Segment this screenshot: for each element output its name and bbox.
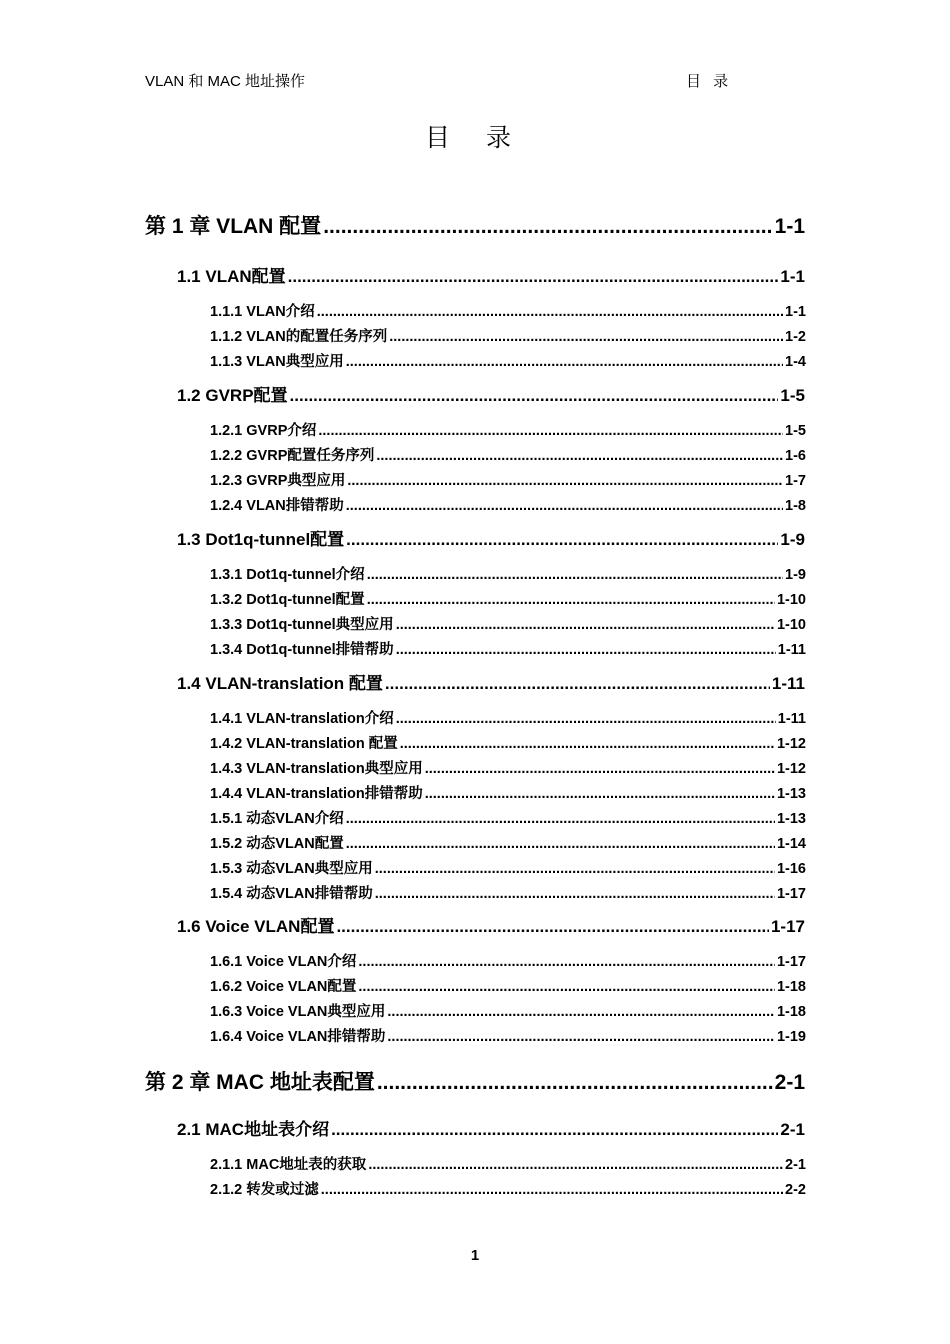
toc-entry-page: 1-9 bbox=[780, 530, 805, 549]
toc-entry-page: 1-12 bbox=[776, 761, 806, 777]
toc-dot-leader bbox=[290, 386, 779, 406]
toc-dot-leader bbox=[346, 354, 783, 370]
toc-dot-leader bbox=[323, 215, 772, 239]
toc-entry-label: 1.6.2 Voice VLAN配置 bbox=[210, 979, 357, 995]
toc-entry-label: 1.1.1 VLAN介绍 bbox=[210, 304, 315, 320]
toc-entry-page: 1-7 bbox=[785, 473, 806, 489]
toc-entry-page: 1-1 bbox=[774, 215, 805, 238]
running-header-title: VLAN 和 MAC 地址操作 bbox=[145, 73, 306, 90]
toc-entry-label: 2.1 MAC地址表介绍 bbox=[177, 1120, 330, 1139]
toc-entry[interactable] bbox=[210, 832, 806, 853]
toc-entry-page: 2-1 bbox=[774, 1071, 805, 1094]
toc-entry[interactable] bbox=[210, 325, 806, 346]
toc-dot-leader bbox=[336, 917, 769, 937]
toc-entry-page: 1-4 bbox=[785, 354, 806, 370]
toc-entry[interactable] bbox=[210, 563, 806, 584]
toc-entry-page: 1-5 bbox=[785, 423, 806, 439]
toc-entry-label: 1.4.3 VLAN-translation典型应用 bbox=[210, 761, 423, 777]
toc-dot-leader bbox=[377, 1071, 773, 1095]
toc-entry-page: 2-1 bbox=[780, 1120, 805, 1139]
toc-entry[interactable] bbox=[177, 262, 805, 287]
toc-dot-leader bbox=[387, 1004, 775, 1020]
toc-dot-leader bbox=[367, 567, 783, 583]
toc-entry-label: 1.2.4 VLAN排错帮助 bbox=[210, 498, 344, 514]
toc-entry[interactable] bbox=[210, 350, 806, 371]
toc-entry[interactable] bbox=[177, 381, 805, 406]
toc-dot-leader bbox=[358, 954, 775, 970]
toc-entry[interactable] bbox=[210, 494, 806, 515]
toc-entry-label: 第 1 章 VLAN 配置 bbox=[145, 215, 322, 238]
toc-entry-label: 1.3.2 Dot1q-tunnel配置 bbox=[210, 592, 365, 608]
toc-entry[interactable] bbox=[210, 732, 806, 753]
toc-dot-leader bbox=[346, 530, 778, 550]
toc-entry-page: 1-10 bbox=[776, 592, 806, 608]
toc-dot-leader bbox=[367, 592, 775, 608]
toc-entry[interactable] bbox=[210, 419, 806, 440]
toc-entry[interactable] bbox=[210, 782, 806, 803]
toc-entry-page: 1-17 bbox=[776, 886, 806, 902]
toc-entry[interactable] bbox=[210, 588, 806, 609]
toc-entry-page: 1-5 bbox=[780, 386, 805, 405]
toc-entry[interactable] bbox=[210, 1000, 806, 1021]
toc-entry-page: 1-1 bbox=[780, 267, 805, 286]
toc-entry-label: 1.3.3 Dot1q-tunnel典型应用 bbox=[210, 617, 394, 633]
toc-entry-page: 1-13 bbox=[776, 786, 806, 802]
toc-entry-page: 1-12 bbox=[776, 736, 806, 752]
toc-entry-label: 1.3.1 Dot1q-tunnel介绍 bbox=[210, 567, 365, 583]
toc-entry-page: 1-1 bbox=[785, 304, 806, 320]
toc-entry[interactable] bbox=[177, 1115, 805, 1140]
toc-entry-label: 1.6 Voice VLAN配置 bbox=[177, 917, 335, 936]
toc-entry[interactable] bbox=[210, 807, 806, 828]
toc-entry[interactable] bbox=[210, 469, 806, 490]
toc-entry[interactable] bbox=[210, 1025, 806, 1046]
toc-dot-leader bbox=[368, 1157, 783, 1173]
toc-entry-label: 1.2.2 GVRP配置任务序列 bbox=[210, 448, 375, 464]
toc-entry[interactable] bbox=[210, 757, 806, 778]
toc-entry-label: 1.2 GVRP配置 bbox=[177, 386, 288, 405]
toc-entry-label: 1.1.2 VLAN的配置任务序列 bbox=[210, 329, 388, 345]
toc-entry-label: 2.1.1 MAC地址表的获取 bbox=[210, 1157, 367, 1173]
toc-entry-label: 1.4 VLAN-translation 配置 bbox=[177, 674, 383, 693]
toc-entry-label: 1.4.4 VLAN-translation排错帮助 bbox=[210, 786, 423, 802]
running-header-section: 目 录 bbox=[686, 73, 733, 90]
toc-entry-label: 1.5.3 动态VLAN典型应用 bbox=[210, 861, 373, 877]
toc-dot-leader bbox=[396, 642, 776, 658]
toc-entry-page: 1-19 bbox=[776, 1029, 806, 1045]
toc-entry-label: 1.5.2 动态VLAN配置 bbox=[210, 836, 344, 852]
toc-entry-label: 1.3 Dot1q-tunnel配置 bbox=[177, 530, 345, 549]
toc-entry[interactable] bbox=[210, 638, 806, 659]
toc-entry-page: 1-11 bbox=[777, 642, 806, 658]
toc-dot-leader bbox=[385, 674, 770, 694]
toc-entry-label: 第 2 章 MAC 地址表配置 bbox=[145, 1071, 375, 1094]
toc-entry-page: 1-6 bbox=[785, 448, 806, 464]
toc-entry-page: 1-17 bbox=[776, 954, 806, 970]
toc-entry-page: 1-11 bbox=[771, 674, 805, 693]
toc-dot-leader bbox=[396, 617, 775, 633]
toc-entry-page: 1-2 bbox=[785, 329, 806, 345]
toc-dot-leader bbox=[387, 1029, 775, 1045]
toc-dot-leader bbox=[425, 786, 775, 802]
toc-entry[interactable] bbox=[210, 444, 806, 465]
toc-entry-label: 1.1.3 VLAN典型应用 bbox=[210, 354, 344, 370]
toc-dot-leader bbox=[321, 1182, 783, 1198]
toc-entry-label: 1.4.2 VLAN-translation 配置 bbox=[210, 736, 398, 752]
page-number: 1 bbox=[470, 1247, 480, 1264]
toc-dot-leader bbox=[288, 267, 779, 287]
toc-dot-leader bbox=[425, 761, 775, 777]
toc-dot-leader bbox=[317, 304, 783, 320]
toc-entry[interactable] bbox=[210, 300, 806, 321]
toc-entry-label: 1.4.1 VLAN-translation介绍 bbox=[210, 711, 394, 727]
toc-entry-label: 1.6.3 Voice VLAN典型应用 bbox=[210, 1004, 386, 1020]
toc-entry-page: 1-16 bbox=[776, 861, 806, 877]
toc-entry-page: 1-13 bbox=[776, 811, 806, 827]
toc-entry-page: 1-9 bbox=[785, 567, 806, 583]
toc-entry[interactable] bbox=[177, 525, 805, 550]
toc-entry-page: 2-1 bbox=[785, 1157, 806, 1173]
toc-entry-page: 1-11 bbox=[777, 711, 806, 727]
toc-entry[interactable] bbox=[210, 975, 806, 996]
toc-entry-label: 1.2.3 GVRP典型应用 bbox=[210, 473, 346, 489]
toc-dot-leader bbox=[376, 448, 783, 464]
toc-dot-leader bbox=[389, 329, 783, 345]
toc-dot-leader bbox=[318, 423, 783, 439]
toc-dot-leader bbox=[347, 473, 783, 489]
toc-entry-page: 1-17 bbox=[770, 917, 805, 936]
toc-entry[interactable] bbox=[210, 707, 806, 728]
toc-dot-leader bbox=[346, 836, 775, 852]
toc-entry-label: 1.5.1 动态VLAN介绍 bbox=[210, 811, 344, 827]
toc-entry[interactable] bbox=[210, 950, 806, 971]
toc-dot-leader bbox=[400, 736, 775, 752]
toc-entry[interactable] bbox=[145, 210, 805, 240]
toc-entry-label: 1.6.4 Voice VLAN排错帮助 bbox=[210, 1029, 386, 1045]
toc-entry[interactable] bbox=[210, 857, 806, 878]
toc-entry-label: 1.3.4 Dot1q-tunnel排错帮助 bbox=[210, 642, 394, 658]
toc-entry-label: 1.5.4 动态VLAN排错帮助 bbox=[210, 886, 373, 902]
toc-entry-label: 2.1.2 转发或过滤 bbox=[210, 1182, 319, 1198]
toc-entry-page: 1-18 bbox=[776, 1004, 806, 1020]
toc-entry[interactable] bbox=[210, 1178, 806, 1199]
toc-entry-page: 1-14 bbox=[776, 836, 806, 852]
toc-entry-label: 1.1 VLAN配置 bbox=[177, 267, 286, 286]
toc-dot-leader bbox=[375, 886, 775, 902]
toc-entry[interactable] bbox=[210, 613, 806, 634]
toc-entry-label: 1.2.1 GVRP介绍 bbox=[210, 423, 317, 439]
toc-dot-leader bbox=[396, 711, 776, 727]
toc-entry-label: 1.6.1 Voice VLAN介绍 bbox=[210, 954, 357, 970]
toc-dot-leader bbox=[375, 861, 775, 877]
toc-entry-page: 2-2 bbox=[785, 1182, 806, 1198]
toc-entry-page: 1-8 bbox=[785, 498, 806, 514]
toc-entry[interactable] bbox=[210, 1153, 806, 1174]
page-title: 目 录 bbox=[425, 123, 525, 152]
toc-entry-page: 1-18 bbox=[776, 979, 806, 995]
toc-dot-leader bbox=[358, 979, 775, 995]
toc-entry[interactable] bbox=[210, 882, 806, 903]
toc-dot-leader bbox=[346, 498, 783, 514]
toc-entry[interactable] bbox=[177, 912, 805, 937]
toc-entry-page: 1-10 bbox=[776, 617, 806, 633]
toc-entry[interactable] bbox=[145, 1066, 805, 1096]
toc-entry[interactable] bbox=[177, 669, 805, 694]
toc-dot-leader bbox=[331, 1120, 778, 1140]
toc-dot-leader bbox=[346, 811, 775, 827]
